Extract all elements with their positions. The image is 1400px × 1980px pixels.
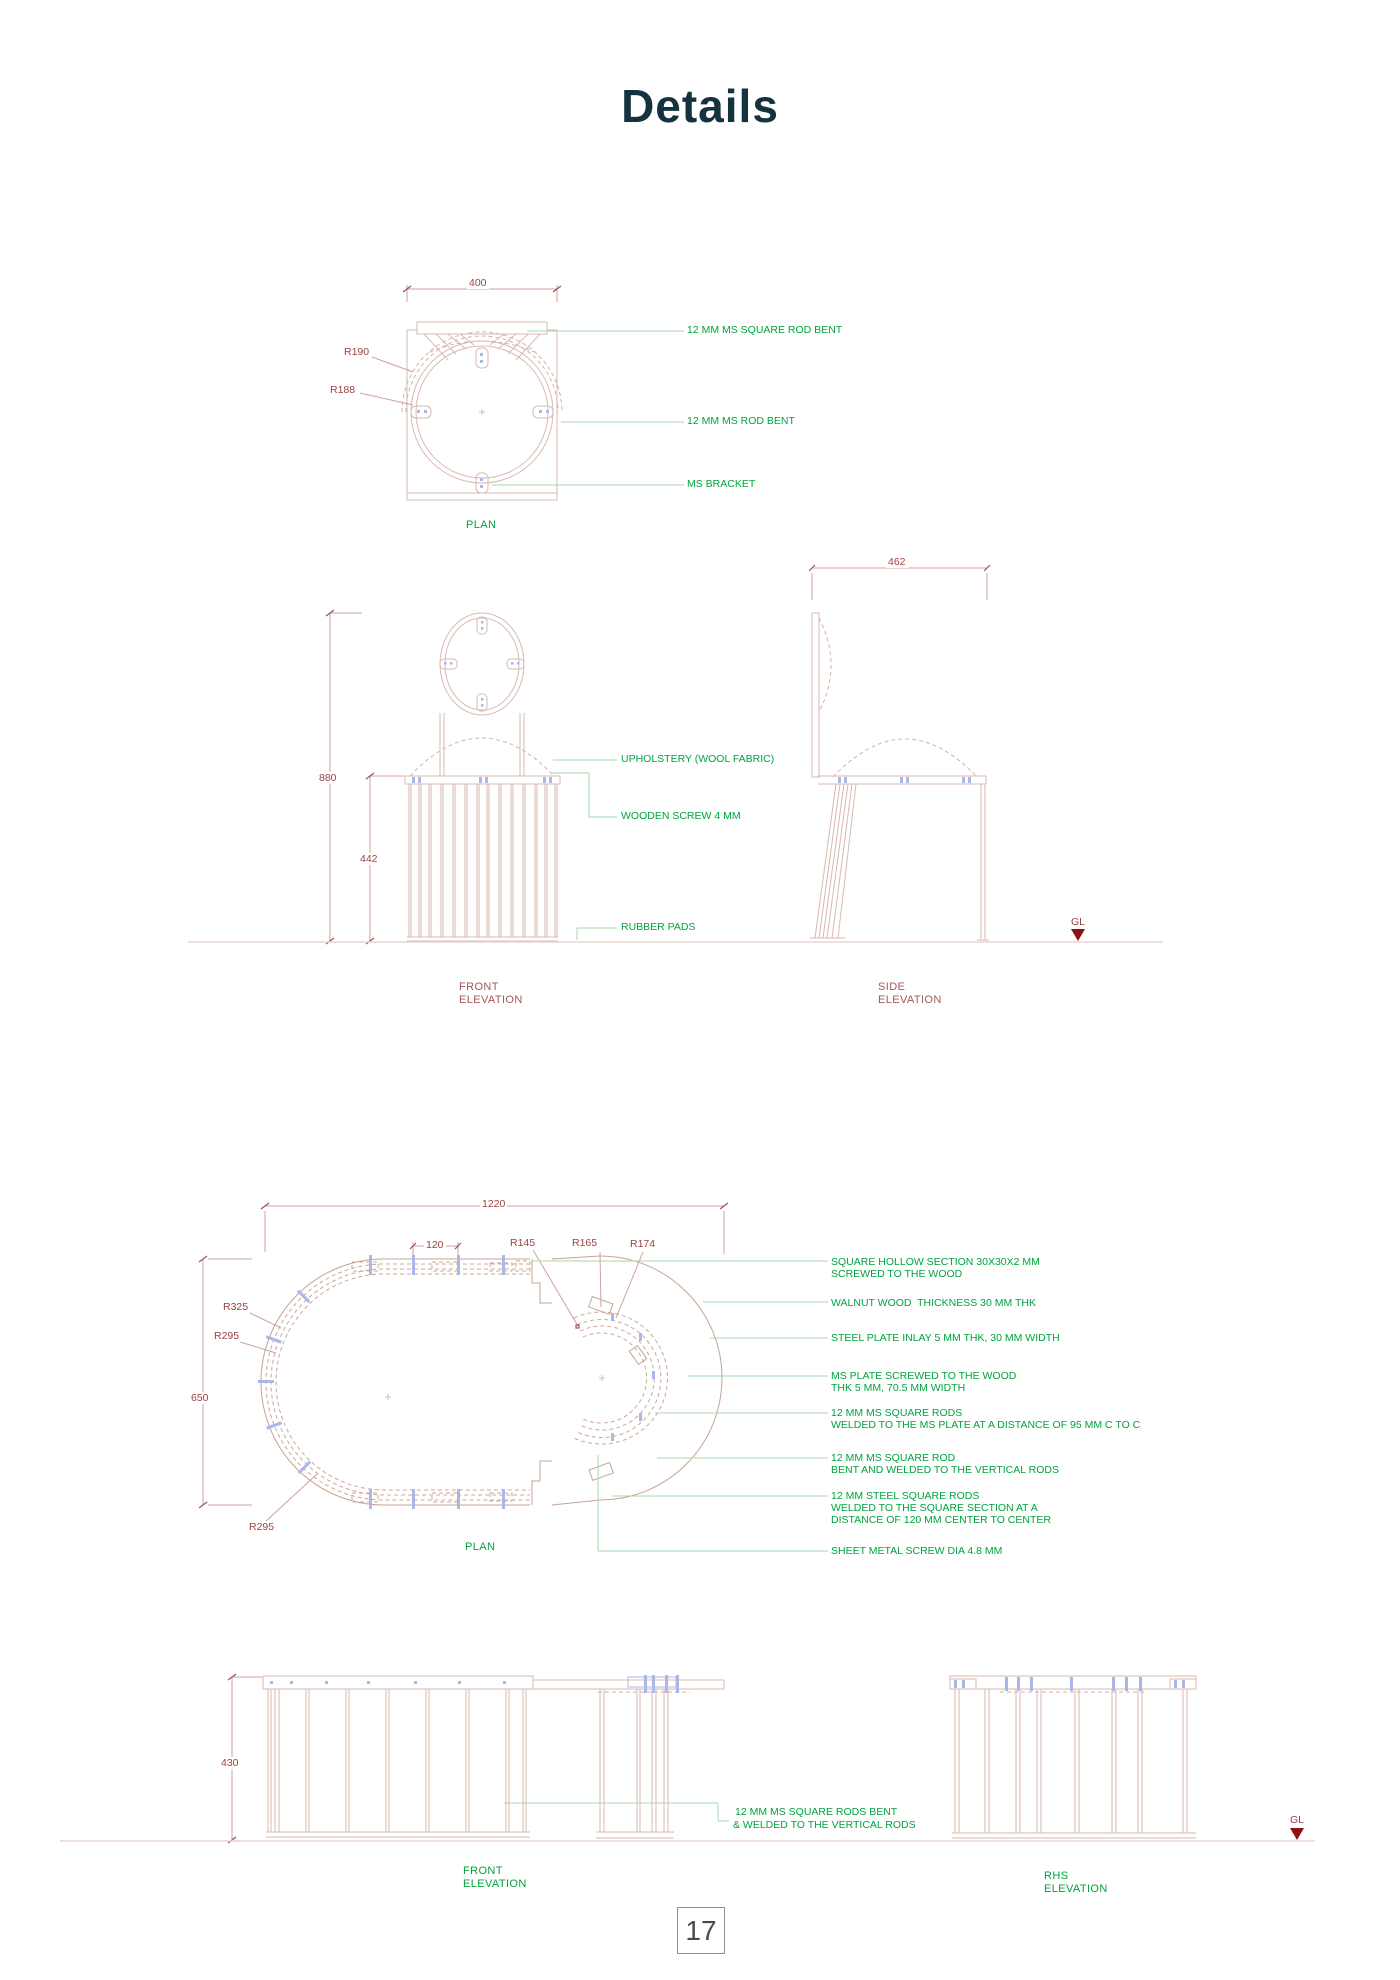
bench-front-note-line1: 12 MM MS SQUARE RODS BENT — [735, 1806, 898, 1818]
bench-rhs-elevation-drawing — [950, 1676, 1196, 1838]
bench-note-square-rods-2: WELDED TO THE MS PLATE AT A DISTANCE OF 95 MM C TO C — [831, 1419, 1141, 1431]
bench-plan-dim-rod-spacing: 120 — [426, 1239, 444, 1251]
bench-note-walnut-wood: WALNUT WOOD THICKNESS 30 MM THK — [831, 1297, 1036, 1309]
chair-front-note-upholstery: UPHOLSTERY (WOOL FABRIC) — [621, 753, 775, 765]
chair-plan-drawing — [360, 285, 684, 500]
bench-plan-radius-r174: R174 — [630, 1238, 656, 1250]
chair-side-label-line1: SIDE — [878, 981, 906, 993]
bench-note-ms-plate-2: THK 5 MM, 70.5 MM WIDTH — [831, 1382, 966, 1394]
bench-plan-radius-r295-bottom: R295 — [249, 1521, 275, 1533]
bench-plan-radius-r165: R165 — [572, 1237, 598, 1249]
chair-front-elevation-drawing — [326, 610, 617, 944]
chair-plan-radius-r188: R188 — [330, 384, 356, 396]
bench-plan-radius-r295-left: R295 — [214, 1330, 240, 1342]
page-number: 17 — [685, 1914, 717, 1946]
chair-front-label-line1: FRONT — [459, 981, 499, 993]
bench-plan-radius-r145: R145 — [510, 1237, 536, 1249]
bench-note-square-rod-bent-2: BENT AND WELDED TO THE VERTICAL RODS — [831, 1464, 1059, 1476]
page-title: Details — [621, 80, 779, 132]
bench-ground-line — [60, 1828, 1315, 1841]
chair-plan-radius-r190: R190 — [344, 346, 370, 358]
bench-plan-dim-width: 650 — [191, 1392, 209, 1404]
chair-side-elevation-drawing — [809, 565, 990, 942]
bench-note-square-rod-bent-1: 12 MM MS SQUARE ROD — [831, 1452, 956, 1464]
chair-front-dim-height: 880 — [319, 772, 337, 784]
page-number-box — [677, 1907, 725, 1954]
bench-front-note-line2: & WELDED TO THE VERTICAL RODS — [733, 1819, 916, 1831]
chair-side-dim-depth: 462 — [888, 556, 906, 568]
bench-rhs-label-line1: RHS — [1044, 1870, 1069, 1882]
chair-front-dim-seat-height: 442 — [360, 853, 378, 865]
bench-note-steel-plate-inlay: STEEL PLATE INLAY 5 MM THK, 30 MM WIDTH — [831, 1332, 1060, 1344]
chair-plan-note-rod-bent: 12 MM MS ROD BENT — [687, 415, 795, 427]
chair-front-label-line2: ELEVATION — [459, 994, 523, 1006]
bench-front-dim-height: 430 — [221, 1757, 239, 1769]
bench-front-label-line2: ELEVATION — [463, 1878, 527, 1890]
bench-rhs-label-line2: ELEVATION — [1044, 1883, 1108, 1895]
chair-front-note-rubber-pads: RUBBER PADS — [621, 921, 696, 933]
bench-gl-label: GL — [1290, 1814, 1305, 1826]
bench-plan-drawing — [199, 1203, 828, 1551]
bench-front-label-line1: FRONT — [463, 1865, 503, 1877]
chair-side-label-line2: ELEVATION — [878, 994, 942, 1006]
bench-note-steel-square-rods-1: 12 MM STEEL SQUARE RODS — [831, 1490, 980, 1502]
bench-plan-radius-r325: R325 — [223, 1301, 249, 1313]
bench-note-steel-square-rods-3: DISTANCE OF 120 MM CENTER TO CENTER — [831, 1514, 1051, 1526]
bench-plan-dim-length: 1220 — [482, 1198, 506, 1210]
chair-front-note-wooden-screw: WOODEN SCREW 4 MM — [621, 810, 741, 822]
bench-note-sheet-metal-screw: SHEET METAL SCREW DIA 4.8 MM — [831, 1545, 1003, 1557]
bench-note-square-hollow-2: SCREWED TO THE WOOD — [831, 1268, 963, 1280]
bench-note-steel-square-rods-2: WELDED TO THE SQUARE SECTION AT A — [831, 1502, 1038, 1514]
chair-plan-note-square-rod: 12 MM MS SQUARE ROD BENT — [687, 324, 843, 336]
chair-plan-label: PLAN — [466, 519, 497, 531]
bench-note-ms-plate-1: MS PLATE SCREWED TO THE WOOD — [831, 1370, 1017, 1382]
chair-gl-label: GL — [1071, 916, 1086, 928]
chair-plan-note-ms-bracket: MS BRACKET — [687, 478, 756, 490]
bench-note-square-rods-1: 12 MM MS SQUARE RODS — [831, 1407, 963, 1419]
bench-plan-label: PLAN — [465, 1541, 496, 1553]
chair-plan-dim-width: 400 — [469, 277, 487, 289]
bench-front-elevation-drawing — [228, 1674, 729, 1843]
bench-note-square-hollow-1: SQUARE HOLLOW SECTION 30X30X2 MM — [831, 1256, 1040, 1268]
